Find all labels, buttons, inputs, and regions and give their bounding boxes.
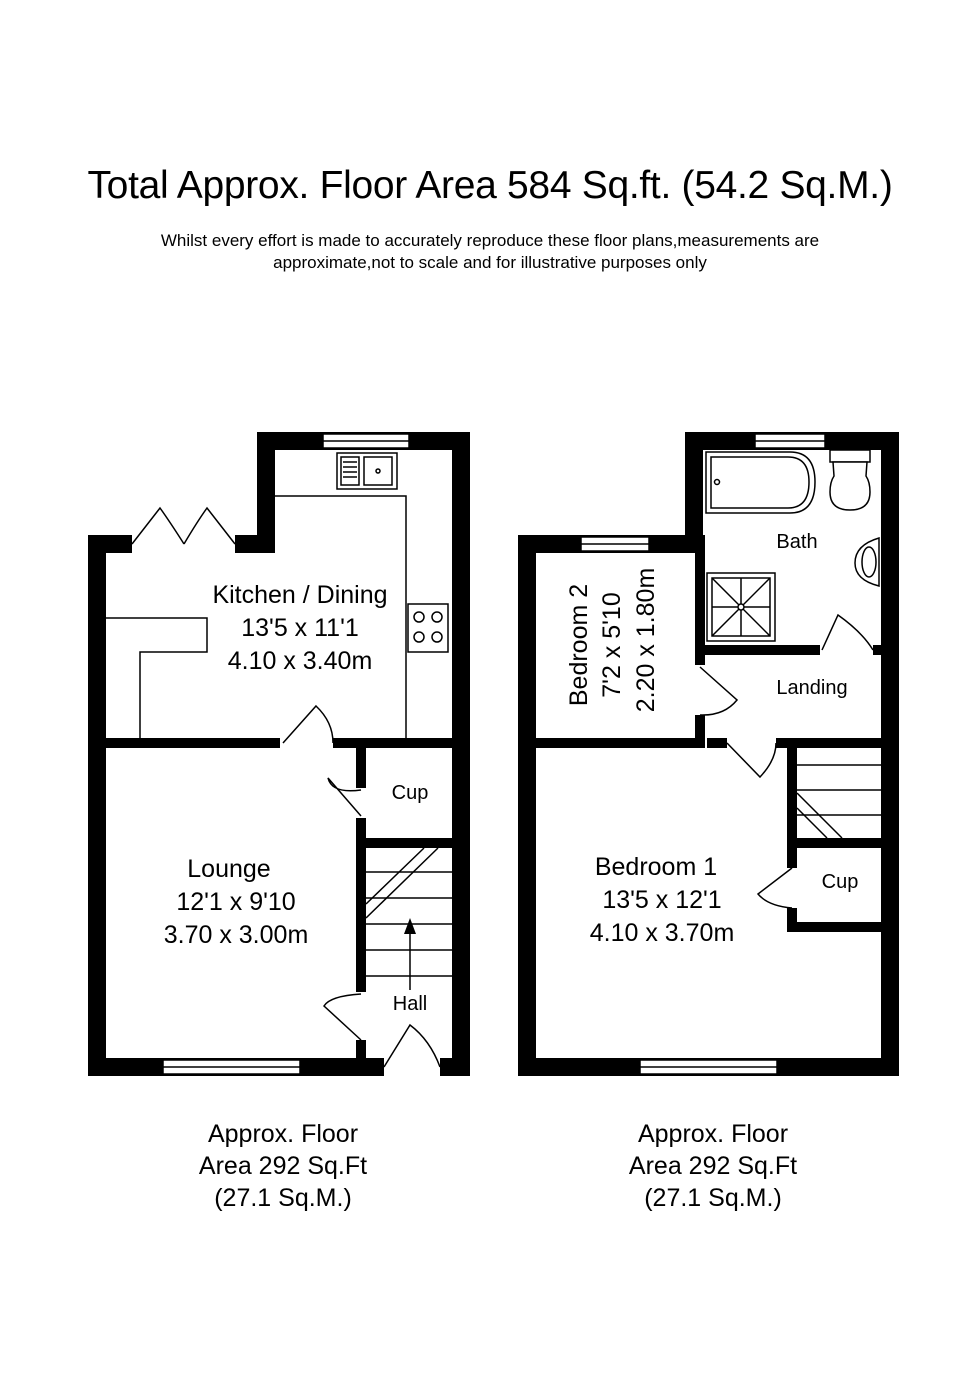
gf-stairs [366,848,452,990]
label-ff-cup: Cup [821,871,859,893]
label-bedroom2-imperial-group [598,592,626,697]
label-bedroom1-metric: 4.10 x 3.70m [589,919,735,947]
label-lounge-imperial: 12'1 x 9'10 [176,888,296,916]
gf-wall-hall-partition-mid [356,818,366,992]
ff-shower [707,573,775,641]
ff-door-bath [822,615,873,650]
gf-hob [408,604,448,652]
gf-wall-kitchen-lounge-left [106,738,280,748]
label-bath: Bath [776,531,818,553]
ff-wall-bath-left [685,432,703,552]
first-floor-area-caption [583,1118,843,1214]
label-bedroom2-group [565,584,593,706]
ff-wall-bed-split-left [536,738,705,748]
label-bedroom1-imperial: 13'5 x 12'1 [602,886,722,914]
gf-door-lounge-hall [324,994,361,1040]
ff-area-line-3: (27.1 Sq.M.) [644,1184,782,1212]
ff-door-bed1 [727,743,776,777]
ff-door-cup [758,868,792,908]
ff-wall-bath-bottom-right [873,645,881,655]
ff-wall-bed-split-right [707,738,727,748]
ff-wall-left [518,535,536,1076]
gf-area-line-1: Approx. Floor [207,1120,359,1148]
ff-wall-right [881,432,899,1076]
label-kitchen-name: Kitchen / Dining [212,581,388,609]
label-bedroom2-imperial: 7'2 x 5'10 [598,592,626,698]
gf-door-kitchen [283,706,333,743]
gf-wall-top-left [88,535,132,553]
label-gf-cup: Cup [391,782,429,804]
gf-wall-step-horizontal-right [235,535,275,553]
label-kitchen-imperial: 13'5 x 11'1 [241,614,359,642]
gf-french-doors [132,508,235,544]
gf-wall-hall-stub [440,1058,470,1076]
ff-wall-stairs-left [787,738,797,848]
ff-toilet [830,450,870,510]
ff-wall-cup-bottom [787,922,881,932]
ff-bathtub [706,452,815,513]
gf-wall-hall-partition-bottom [356,1040,366,1060]
gf-wall-hall-partition-top [356,738,366,788]
ff-area-line-1: Approx. Floor [637,1120,789,1148]
ff-stairs [797,765,881,838]
ground-floor-plan [88,432,470,1076]
label-kitchen-metric: 4.10 x 3.40m [227,647,373,675]
gf-breakfast-bar [106,618,207,738]
label-hall: Hall [392,993,428,1015]
label-bedroom1-name: Bedroom 1 [594,853,718,881]
gf-wall-step-vertical [257,432,275,553]
gf-sink [337,453,397,489]
gf-wall-left [88,535,106,1076]
first-floor-plan [518,432,899,1076]
gf-door-front [384,1025,440,1067]
gf-wall-right [452,432,470,1076]
page-title: Total Approx. Floor Area 584 Sq.ft. (54.2 Sq.M.) [87,164,893,207]
gf-wall-cup-bottom [366,838,452,848]
ff-wall-cup-top [787,838,881,848]
label-bedroom2-metric-group [632,568,660,713]
label-landing: Landing [776,677,848,699]
disclaimer-line-2: approximate,not to scale and for illustrative purposes only [273,253,707,272]
gf-wall-kitchen-lounge-right [333,738,452,748]
ff-basin [855,538,879,586]
label-bedroom2-name: Bedroom 2 [565,583,593,707]
ground-floor-area-caption [153,1118,413,1214]
gf-area-line-3: (27.1 Sq.M.) [214,1184,352,1212]
label-lounge-metric: 3.70 x 3.00m [163,921,309,949]
ff-wall-cup-left [787,838,797,868]
ff-door-bed2 [700,667,737,715]
ff-area-line-2: Area 292 Sq.Ft [628,1152,798,1180]
disclaimer-line-1: Whilst every effort is made to accurately reproduce these floor plans,measurements are [160,231,820,250]
label-bedroom2-metric: 2.20 x 1.80m [632,567,660,713]
label-lounge-name: Lounge [187,855,271,883]
ff-wall-bath-bottom [695,645,820,655]
gf-area-line-2: Area 292 Sq.Ft [198,1152,368,1180]
